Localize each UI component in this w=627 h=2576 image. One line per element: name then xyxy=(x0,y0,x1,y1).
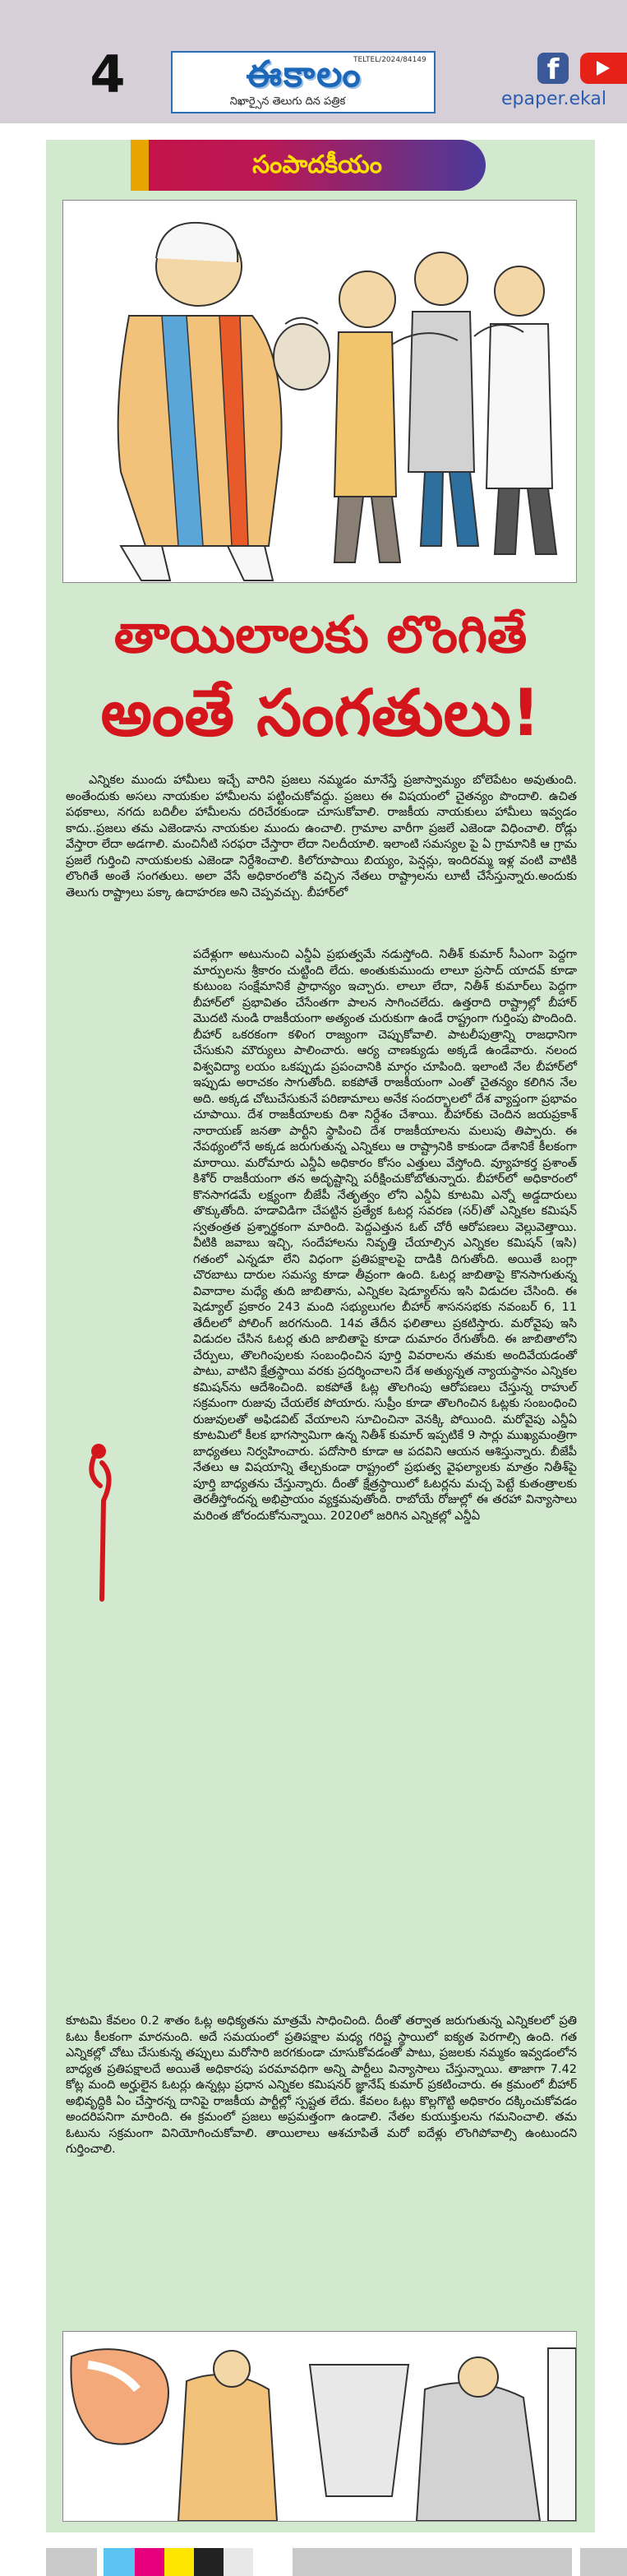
newspaper-logo[interactable] xyxy=(171,51,436,113)
headline-line-1: తాయిలాలకు లొంగితే xyxy=(113,604,528,664)
page-number: 4 xyxy=(90,44,126,104)
quote-mark-icon xyxy=(79,1435,128,1624)
logo-wordmark: ఈకాలం xyxy=(246,53,362,95)
color-swatch xyxy=(135,2548,164,2576)
logo-tagline: నిఖార్సైన తెలుగు దిన పత్రిక xyxy=(229,95,346,108)
banner-accent xyxy=(131,140,149,191)
headline-line-2: అంతే సంగతులు! xyxy=(100,677,541,751)
facebook-icon[interactable]: f xyxy=(537,53,569,84)
cartoon-illustration xyxy=(63,201,576,582)
bottom-cartoon xyxy=(62,2331,577,2522)
bottom-cartoon-illustration xyxy=(63,2332,576,2521)
section-banner xyxy=(131,140,509,191)
body-paragraph-1: ఎన్నికల ముందు హామీలు ఇచ్చే వారిని ప్రజలు నమ్మడం మానేస్తే ప్రజాస్వామ్యం బోలెపేటం అవుతుంది. అంతేందుకు అసలు నాయకుల హామీలను పట్టించుకోవద్దు. ప్రజలు ఈ విషయంలో చైతన్యం పొందాలి. ఉచిత పథకాలు, నగదు బదిలీల హామీలను దరిచేరకుండా చూసుకోవాలి. రాజకీయ నాయకులు హామీలు ఇవ్వడం కాదు..ప్రజలు తమ ఎజెండాను నాయకుల ముందు ఉంచాలి. గ్రామాల వారీగా ప్రజలే ఎజెండా విధించాలి. రోడ్లు వేస్తారా లేదా అడగాలి. మంచినీటి సరఫరా చేస్తారా లేదా నిలదీయాలి. ఇలాంటి సమస్యల పై ఏ గ్రామానికి ఆ గ్రామ ప్రజలే గుర్తించి నాయకులకు ఎజెండా నిర్దేశించాలి. కిలోరూపాయి బియ్యం, పెన్షన్లు, ఇందిరమ్మ ఇళ్ల వంటి వాటికి లొంగితే అంతే సంగతులు. అలా వేసే అధికారంలోకి వచ్చిన నేతలు రాష్ట్రాలను లూటీ చేసేస్తున్నారు.అందుకు తెలుగు రాష్ట్రాలు పక్కా ఉదాహరణ అని చెప్పవచ్చు. బీహార్‌లో xyxy=(66,774,577,900)
color-swatch xyxy=(46,2548,97,2576)
color-swatch xyxy=(104,2548,135,2576)
color-swatch xyxy=(293,2548,572,2576)
color-swatch xyxy=(580,2548,627,2576)
masthead xyxy=(0,0,627,123)
body-paragraph-3: కూటమి కేవలం 0.2 శాతం ఓట్ల అధిక్యతను మాత్రమే సాధించింది. దీంతో తర్వాత జరుగుతున్న ఎన్నికలలో ప్రతి ఓటు కీలకంగా మారనుంది. అదే సమయంలో ప్రతిపక్షాల మధ్య గరిష్ట స్థాయిలో ఐక్యత పెరగాల్సి ఉంది. గత ఎన్నికల్లో చోటు చేసుకున్న తప్పులు మరోసారి జరగకుండా చూసుకోవడంతో పాటు, ప్రజలకు నమ్మకం ఇవ్వడంలోన బాధ్యత ప్రతిపక్షాలదే అయితే అధికారపు పరమావధిగా అన్ని పార్టీలు విన్యాసాలు చేస్తున్నాయి. తాజాగా 7.42 కోట్ల మంది అర్హులైన ఓటర్లు ఉన్నట్లు ప్రధాన ఎన్నికల కమిషనర్ జ్ఞానేష్ కుమార్ ప్రకటించారు. ఈ క్రమంలో బీహార్ అభివృద్ధికి ఏం చేస్తారన్న దానిపై రాజకీయ పార్టీల్లో స్పష్టత లేదు. కేవలం ఓట్లు కొల్లగొట్టి అధికారం దక్కించుకోవడం అందరిపనిగా మారింది. ఈ క్రమంలో ప్రజలు అప్రమత్తంగా ఉండాలి. నేతల కుయుక్తులను గమనించాలి. తమ ఓటును సక్రమంగా వినియోగించుకోవాలి. తాయిలాలు ఆశచూపితే మరో ఐదేళ్లు లొంగిపోవాల్సి ఉంటుందని గుర్తించాలి. xyxy=(66,2014,577,2156)
epaper-link[interactable]: epaper.ekal xyxy=(501,89,606,109)
color-swatch xyxy=(194,2548,224,2576)
section-label: సంపాదకీయం xyxy=(252,150,382,179)
body-paragraph-2: పదేళ్లుగా అటునుంచి ఎన్డీఏ ప్రభుత్వమే నడుస్తోంది. నితీశ్ కుమార్ సీఎంగా పెద్దగా మార్పులను శ్రీకారం చుట్టింది లేదు. అంతుకుముందు లాలూ ప్రసాద్ యాదవ్ కూడా కుటుంబ సంక్షేమానికే ప్రాధాన్యం ఇచ్చారు. లాలూ లేదా, నితీశ్ కుమార్‌లు పెద్దగా బీహార్‌లో ప్రభావితం చేసేంతగా పాలన సాగించలేదు. ఉత్తరాది రాష్ట్రాల్లో బీహార్ మొదటి నుండి రాజకీయంగా అత్యంత చురుకుగా ఉండే రాష్ట్రంగా గుర్తింపు పొందింది. బీహార్ ఒకరకంగా కళింగ రాజ్యంగా చెప్పుకోవాలి. పాటలీపుత్రాన్ని రాజధానిగా చేసుకుని మౌర్యులు పాలించారు. ఆర్య చాణక్యుడు అక్కడే ఉండేవారు. నలంద విశ్వవిద్యా లయం ఒకప్పుడు ప్రపంచానికి మార్గం చూపింది. ఇలాంటి నేల బీహార్‌లో ఇప్పుడు అరాచకం సాగుతోంది. ఐకపోతే రాజకీయంగా ఎంతో చైతన్యం కలిగిన నేల అది. అక్కడ చోటుచేసుకునే పరిణామాలు అనేక సందర్భాలలో దేశ వ్యాప్తంగా ప్రభావం చూపాయి. దేశ రాజకీయాలకు దిశా నిర్దేశం చేశాయి. బీహార్‌కు చెందిన జయప్రకాశ్ నారాయణ్ జనతా పార్టీని స్థాపించి దేశ రాజకీయాలను మలుపు తిప్పారు. ఈ నేపథ్యంలోనే అక్కడ జరుగుతున్న ఎన్నికలు ఆ రాష్ట్రానికి కాకుండా దేశానికే కీలకంగా మారాయి. మరోమారు ఎన్డీఏ అధికారం కోసం ఎత్తులు వేస్తోంది. వ్యూహకర్త ప్రశాంత్ కిశోర్ రాజకీయంగా తన అదృష్టాన్ని పరీక్షించుకోబోతున్నారు. బీహార్‌లో అధికారంలో కొనసాగడమే లక్ష్యంగా బీజేపీ నేతృత్వం లోని ఎన్డీఏ కూటమి ఎన్నో అడ్డదారులు తొక్కుతోంది. హడావిడిగా చేపట్టిన ప్రత్యేక ఓటర్ల సవరణ (సర్)తో ఎన్నికల కమిషన్ స్వతంత్రత ప్రశ్నార్థకంగా మారింది. పెద్దఎత్తున ఓట్ చోరీ ఆరోపణలు వెల్లువెత్తాయి. వీటికి జవాబు ఇచ్చి, సందేహాలను నివృత్తి చేయాల్సిన ఎన్నికల కమిషన్ (ఇసి) గతంలో ఎన్నడూ లేని విధంగా ప్రతిపక్షాలపై దాడికి దిగుతోంది. అయితే బంగ్లా చొరబాటు దారుల సమస్య కూడా తీవ్రంగా ఉంది. ఓటర్ల జాబితాపై కొనసాగుతున్న వివాదాల మధ్యే తుది జాబితాను, ఎన్నికల షెడ్యూల్‌ను ఇసి విడుదల చేసింది. ఈ షెడ్యూల్ ప్రకారం 243 మంది సభ్యులుగల బీహార్ శాసనసభకు నవంబర్ 6, 11 తేదీలలో పోలింగ్ జరగనుంది. 14వ తేదీన ఫలితాలు ప్రకటిస్తారు. మరోవైపు ఇసి విడుదల చేసిన ఓటర్ల తుది జాబితాపై కూడా దుమారం రేగుతోంది. ఈ జాబితాలోని చేర్పులు, తొలగింపులకు సంబంధించిన పూర్తి వివరాలను తమకు అందివేయడంతో పాటు, వాటిని క్షేత్రస్థాయి వరకు ప్రదర్శించాలని దేశ అత్యున్నత న్యాయస్థానం ఎన్నికల కమిషన్‌ను ఆదేశించింది. ఐకపోతే ఓట్ల తొలగింపు ఆరోపణలు చేస్తున్న రాహుల్ సక్రమంగా రుజువు చేయలేక పోయారు. సుప్రీం కూడా తొలగించిన ఓట్లకు సంబంధించి రుజువులతో అఫిడవిట్ వేయాలని సూచించినా వెనక్కి పోయింది. మరోవైపు ఎన్డీఏ కూటమిలో కీలక భాగస్వామిగా ఉన్న నితీశ్ కుమార్ ఇప్పటికే 9 సార్లు ముఖ్యమంత్రిగా బాధ్యతలు నిర్వహించారు. పదోసారి కూడా ఆ పదవిని ఆయన ఆశిస్తున్నారు. బీజేపీ నేతలు ఆ విషయాన్ని తేల్చకుండా రాష్ట్రంలో ప్రభుత్వ వైఫల్యాలకు మాత్రం నితీశ్‌పై పూర్తి బాధ్యతను చేస్తున్నారు. దీంతో క్షేత్రస్థాయిలో ఓటర్లను మచ్చ పెట్టే కుతంత్రాలకు తెరతీస్తోందన్న అభిప్రాయం వ్యక్తమవుతోంది. రాబోయే రోజుల్లో ఈ తరహా విన్యాసాలు మరింత జోరందుకోనున్నాయి. 2020లో జరిగిన ఎన్నికల్లో ఎన్డీఏ xyxy=(193,948,577,1523)
youtube-icon[interactable] xyxy=(580,53,627,84)
editorial-cartoon xyxy=(62,200,577,583)
logo-registration: TELTEL/2024/84149 xyxy=(353,56,426,64)
color-swatch xyxy=(164,2548,194,2576)
color-swatch xyxy=(224,2548,253,2576)
